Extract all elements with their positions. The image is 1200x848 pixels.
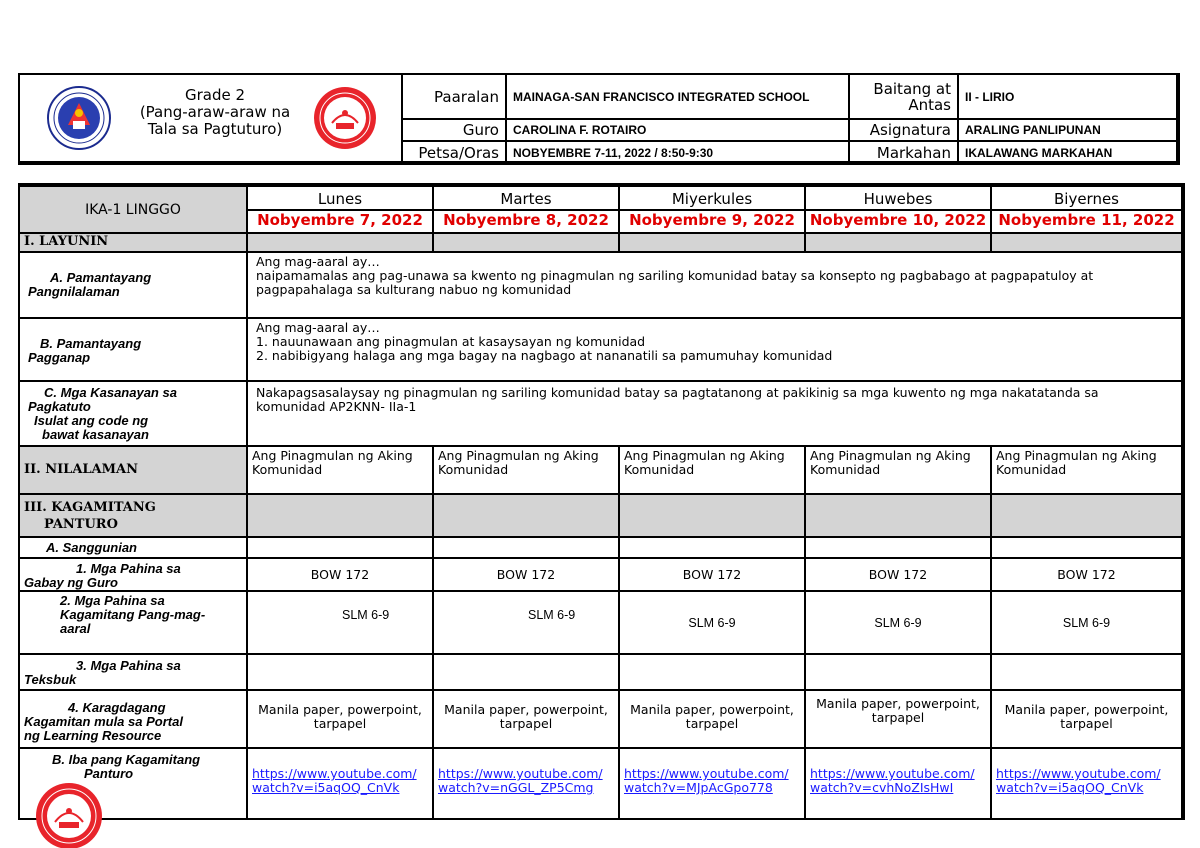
- nilalaman-cell: Ang Pinagmulan ng Aking Komunidad: [996, 448, 1157, 477]
- text-line: naipamamalas ang pag-unawa sa kwento ng pinagmulan ng sariling komunidad batay sa konsepto ng pagbabago at pagpapatuloy at pagpapahalaga sa kulturang nabuo ng komunidad: [256, 268, 1094, 297]
- iba-cell: [620, 749, 806, 818]
- text-line: Ang mag-aaral ay…: [256, 320, 380, 335]
- label-line: PANTURO: [44, 517, 118, 532]
- label-line: Pagkatuto: [28, 399, 91, 414]
- layunin-label: I. LAYUNIN: [20, 234, 248, 251]
- label-line: Kagamitan mula sa Portal: [24, 714, 183, 729]
- empty-cell: [434, 655, 620, 689]
- kagamitang-cell: SLM 6-9: [1062, 615, 1111, 630]
- week-label: IKA-1 LINGGO: [20, 187, 248, 232]
- day-name: Lunes: [317, 190, 363, 208]
- petsa-value: NOBYEMBRE 7-11, 2022 / 8:50-9:30: [513, 145, 714, 160]
- day-date: Nobyembre 10, 2022: [806, 209, 990, 232]
- kasanayan-text: [248, 382, 1181, 445]
- sanggunian-label: A. Sanggunian: [20, 538, 248, 557]
- label-line: III. KAGAMITANG: [24, 500, 156, 515]
- empty-cell: [992, 538, 1181, 557]
- day-col-3: [620, 187, 806, 232]
- youtube-link[interactable]: https://www.youtube.com/ watch?v=MJpAcGpo778: [624, 766, 789, 795]
- label-line: 1. Mga Pahina sa: [76, 561, 181, 576]
- nilalaman-cell: Ang Pinagmulan ng Aking Komunidad: [434, 447, 620, 493]
- petsa-label: Petsa/Oras: [418, 143, 499, 162]
- kagamitang-panturo-row: [20, 495, 1181, 538]
- youtube-link[interactable]: https://www.youtube.com/ watch?v=i5aqOQ_CnVk: [252, 766, 417, 795]
- pamantayang-pangnilalaman-row: [20, 253, 1181, 319]
- empty-cell: [992, 234, 1181, 251]
- iba-cell: [248, 749, 434, 818]
- karagdagang-label: [20, 691, 248, 747]
- kagamitang-mag-aaral-label: [20, 592, 248, 653]
- pamantayang-pagganap-row: [20, 319, 1181, 382]
- subtitle-line-1: (Pang-araw-araw na: [139, 103, 291, 121]
- kasanayan-row: [20, 382, 1181, 447]
- label-line: 2. Mga Pahina sa: [60, 593, 165, 608]
- day-date: Nobyembre 11, 2022: [992, 209, 1181, 232]
- pamantayang-pagganap-text: [248, 319, 1181, 380]
- label-line: ng Learning Resource: [24, 728, 162, 743]
- label-line: Panturo: [84, 766, 134, 781]
- baitang-value: II - LIRIO: [965, 89, 1015, 104]
- pamantayang-pangnilalaman-label: [20, 253, 248, 317]
- karagdagang-cell: Manila paper, powerpoint, tarpapel: [434, 691, 620, 747]
- header-block: [18, 73, 1180, 165]
- label-line: Isulat ang code ng: [34, 413, 149, 428]
- label-line: Kagamitang Pang-mag-: [60, 607, 206, 622]
- markahan-value: IKALAWANG MARKAHAN: [965, 145, 1113, 160]
- empty-cell: [434, 234, 620, 251]
- text-line: Ang mag-aaral ay…: [256, 254, 380, 269]
- label-line: bawat kasanayan: [42, 427, 149, 442]
- empty-cell: [806, 655, 992, 689]
- kagamitang-cell: SLM 6-9: [248, 592, 434, 653]
- baitang-label-line-1: Baitang at: [873, 79, 951, 98]
- empty-cell: [434, 495, 620, 536]
- gabay-cell: BOW 172: [1057, 566, 1116, 582]
- lesson-plan-table: [18, 183, 1185, 820]
- kagamitang-cell: SLM 6-9: [620, 592, 806, 653]
- deped-seal-icon: [46, 85, 112, 151]
- day-name: Biyernes: [1053, 190, 1120, 208]
- teksbuk-row: [20, 655, 1181, 691]
- nilalaman-label: II. NILALAMAN: [20, 447, 248, 493]
- label-line: Pangnilalaman: [28, 284, 120, 299]
- youtube-link[interactable]: https://www.youtube.com/ watch?v=i5aqOQ_CnVk: [996, 766, 1161, 795]
- baitang-label: [850, 75, 957, 118]
- empty-cell: [806, 538, 992, 557]
- week-header-row: [20, 187, 1181, 234]
- pamantayang-pangnilalaman-text: [248, 253, 1181, 317]
- kasanayan-label: [20, 382, 248, 445]
- day-col-2: [434, 187, 620, 232]
- kagamitang-cell: SLM 6-9: [806, 592, 992, 653]
- empty-cell: [992, 495, 1181, 536]
- nilalaman-cell: Ang Pinagmulan ng Aking Komunidad: [620, 447, 806, 493]
- markahan-label: Markahan: [876, 143, 951, 162]
- empty-cell: [620, 655, 806, 689]
- paaralan-value: MAINAGA-SAN FRANCISCO INTEGRATED SCHOOL: [513, 89, 810, 104]
- label-line: Gabay ng Guro: [24, 575, 118, 590]
- kagamitang-mag-aaral-row: [20, 592, 1181, 655]
- day-name: Miyerkules: [671, 190, 753, 208]
- day-date: Nobyembre 9, 2022: [620, 209, 804, 232]
- guro-label: Guro: [462, 121, 499, 139]
- asignatura-value: ARALING PANLIPUNAN: [965, 123, 1101, 137]
- label-line: aaral: [60, 621, 91, 636]
- karagdagang-cell: Manila paper, powerpoint, tarpapel: [1004, 702, 1169, 731]
- karagdagang-kagamitan-row: [20, 691, 1181, 749]
- empty-cell: [806, 234, 992, 251]
- empty-cell: [620, 495, 806, 536]
- karagdagang-cell: Manila paper, powerpoint, tarpapel: [806, 691, 992, 747]
- label-line: A. Pamantayang: [50, 270, 152, 285]
- karagdagang-cell: Manila paper, powerpoint, tarpapel: [248, 691, 434, 747]
- school-seal-watermark-icon: [33, 780, 105, 848]
- text-line: 1. nauunawaan ang pinagmulan at kasaysayan ng komunidad: [256, 334, 646, 349]
- label-line: B. Pamantayang: [40, 336, 142, 351]
- empty-cell: [248, 538, 434, 557]
- day-col-5: [992, 187, 1181, 232]
- empty-cell: [806, 495, 992, 536]
- paaralan-label: Paaralan: [434, 87, 499, 106]
- gabay-cell: BOW 172: [620, 559, 806, 590]
- iba-cell: [434, 749, 620, 818]
- label-line: 3. Mga Pahina sa: [76, 658, 181, 673]
- gabay-cell: BOW 172: [434, 559, 620, 590]
- kagamitang-panturo-label: [20, 495, 248, 536]
- karagdagang-cell: Manila paper, powerpoint, tarpapel: [620, 691, 806, 747]
- gabay-label: [20, 559, 248, 590]
- gabay-cell: BOW 172: [806, 559, 992, 590]
- label-line: 4. Karagdagang: [68, 700, 166, 715]
- gabay-cell: BOW 172: [248, 559, 434, 590]
- label-line: B. Iba pang Kagamitang: [52, 752, 201, 767]
- empty-cell: [248, 495, 434, 536]
- grade-label: Grade 2: [184, 86, 246, 104]
- empty-cell: [434, 538, 620, 557]
- nilalaman-cell: Ang Pinagmulan ng Aking Komunidad: [806, 447, 992, 493]
- label-line: Pagganap: [28, 350, 91, 365]
- day-name: Huwebes: [863, 190, 933, 208]
- day-date: Nobyembre 7, 2022: [248, 209, 432, 232]
- empty-cell: [248, 234, 434, 251]
- text-line: 2. nabibigyang halaga ang mga bagay na nagbago at nananatili sa pamumuhay komunidad: [256, 348, 833, 363]
- nilalaman-row: [20, 447, 1181, 495]
- iba-cell: [992, 749, 1181, 818]
- pamantayang-pagganap-label: [20, 319, 248, 380]
- teksbuk-label: [20, 655, 248, 689]
- iba-pang-kagamitan-row: [20, 749, 1181, 818]
- label-line: C. Mga Kasanayan sa: [44, 385, 177, 400]
- guro-value: CAROLINA F. ROTAIRO: [513, 123, 647, 137]
- text-line: Nakapagsasalaysay ng pinagmulan ng sariling komunidad batay sa pagtatanong at pakikinig sa mga kuwento ng mga nakatatanda sa komunidad AP2KNN- IIa-1: [256, 385, 1099, 414]
- asignatura-label: Asignatura: [869, 121, 951, 139]
- day-col-4: [806, 187, 992, 232]
- layunin-row: [20, 234, 1181, 253]
- school-seal-icon: [312, 85, 378, 151]
- empty-cell: [248, 655, 434, 689]
- day-name: Martes: [500, 190, 552, 208]
- label-line: Teksbuk: [24, 672, 77, 687]
- iba-cell: [806, 749, 992, 818]
- empty-cell: [992, 655, 1181, 689]
- empty-cell: [620, 538, 806, 557]
- youtube-link[interactable]: https://www.youtube.com/ watch?v=cvhNoZIsHwI: [810, 766, 975, 795]
- kagamitang-cell: SLM 6-9: [434, 592, 620, 653]
- day-date: Nobyembre 8, 2022: [434, 209, 618, 232]
- header-title: [120, 87, 310, 138]
- empty-cell: [620, 234, 806, 251]
- gabay-ng-guro-row: [20, 559, 1181, 592]
- sanggunian-row: [20, 538, 1181, 559]
- subtitle-line-2: Tala sa Pagtuturo): [147, 120, 283, 138]
- baitang-label-line-2: Antas: [908, 95, 951, 114]
- day-col-1: [248, 187, 434, 232]
- youtube-link[interactable]: https://www.youtube.com/ watch?v=nGGL_ZP5Cmg: [438, 766, 603, 795]
- nilalaman-cell: Ang Pinagmulan ng Aking Komunidad: [248, 447, 434, 493]
